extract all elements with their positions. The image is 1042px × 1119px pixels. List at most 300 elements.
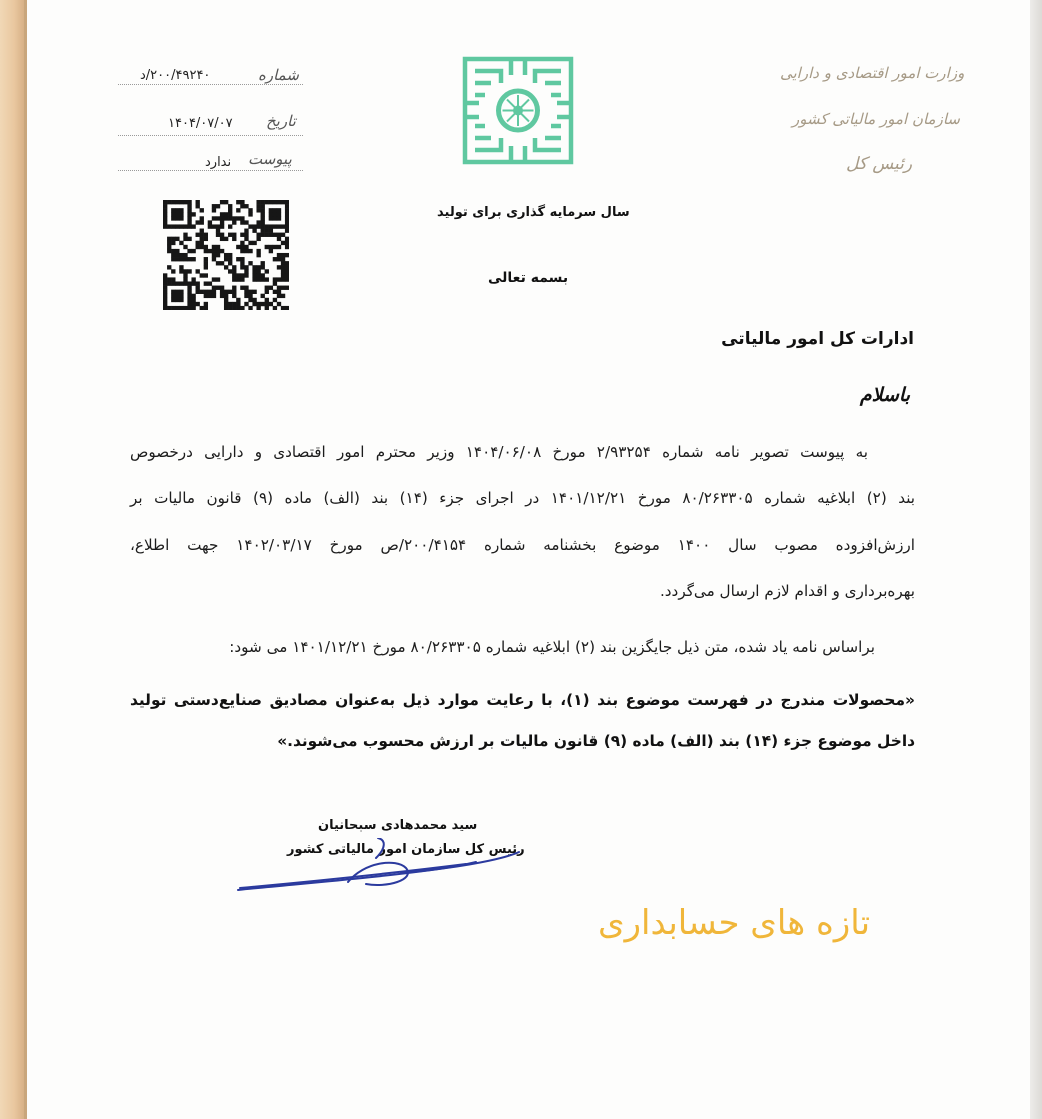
qr-module: [252, 290, 256, 294]
paragraph1-line4: بهره‌برداری و اقدام لازم ارسال می‌گردد.: [659, 582, 915, 600]
qr-module: [269, 233, 273, 237]
qr-module: [265, 245, 269, 249]
qr-module: [183, 253, 187, 257]
qr-module: [191, 281, 195, 285]
qr-module: [265, 286, 269, 290]
qr-module: [175, 200, 179, 204]
qr-module: [273, 281, 277, 285]
qr-module: [167, 245, 171, 249]
qr-module: [256, 253, 260, 257]
qr-module: [261, 265, 265, 269]
qr-module: [269, 212, 273, 216]
qr-module: [232, 233, 236, 237]
qr-module: [196, 269, 200, 273]
qr-module: [175, 257, 179, 261]
qr-module: [248, 224, 252, 228]
qr-module: [236, 216, 240, 220]
qr-module: [232, 277, 236, 281]
qr-module: [212, 253, 216, 257]
qr-module: [179, 224, 183, 228]
qr-module: [208, 281, 212, 285]
qr-module: [236, 273, 240, 277]
qr-module: [175, 216, 179, 220]
qr-module: [236, 302, 240, 306]
qr-module: [220, 261, 224, 265]
qr-module: [179, 306, 183, 310]
qr-module: [216, 261, 220, 265]
qr-module: [163, 281, 167, 285]
qr-module: [167, 249, 171, 253]
qr-module: [163, 294, 167, 298]
qr-module: [216, 224, 220, 228]
qr-module: [183, 237, 187, 241]
qr-module: [273, 298, 277, 302]
qr-module: [232, 286, 236, 290]
qr-module: [277, 224, 281, 228]
qr-module: [187, 281, 191, 285]
qr-module: [285, 204, 289, 208]
qr-module: [269, 200, 273, 204]
qr-module: [191, 249, 195, 253]
qr-module: [163, 273, 167, 277]
qr-module: [265, 298, 269, 302]
qr-module: [224, 212, 228, 216]
qr-module: [183, 269, 187, 273]
qr-module: [285, 245, 289, 249]
qr-module: [200, 233, 204, 237]
qr-module: [252, 265, 256, 269]
qr-module: [163, 277, 167, 281]
qr-module: [171, 257, 175, 261]
qr-module: [187, 306, 191, 310]
qr-module: [224, 306, 228, 310]
qr-module: [179, 290, 183, 294]
qr-module: [269, 208, 273, 212]
qr-module: [196, 241, 200, 245]
qr-module: [256, 204, 260, 208]
qr-module: [232, 269, 236, 273]
qr-module: [187, 204, 191, 208]
qr-code[interactable]: [163, 200, 289, 310]
qr-module: [269, 286, 273, 290]
qr-module: [273, 290, 277, 294]
qr-module: [244, 249, 248, 253]
qr-module: [220, 224, 224, 228]
qr-module: [281, 265, 285, 269]
qr-module: [236, 298, 240, 302]
qr-module: [171, 212, 175, 216]
qr-module: [228, 257, 232, 261]
number-label: شماره: [258, 66, 299, 84]
qr-module: [240, 249, 244, 253]
qr-module: [187, 237, 191, 241]
qr-module: [163, 224, 167, 228]
qr-module: [240, 200, 244, 204]
qr-module: [200, 216, 204, 220]
qr-module: [200, 229, 204, 233]
qr-module: [204, 233, 208, 237]
qr-module: [187, 200, 191, 204]
qr-module: [256, 220, 260, 224]
qr-module: [277, 212, 281, 216]
qr-module: [171, 306, 175, 310]
qr-module: [187, 286, 191, 290]
qr-module: [240, 286, 244, 290]
qr-module: [179, 269, 183, 273]
qr-module: [277, 245, 281, 249]
qr-module: [228, 212, 232, 216]
qr-module: [236, 277, 240, 281]
qr-module: [269, 216, 273, 220]
qr-module: [228, 290, 232, 294]
qr-module: [179, 294, 183, 298]
qr-module: [285, 306, 289, 310]
qr-module: [277, 277, 281, 281]
qr-module: [265, 277, 269, 281]
qr-module: [252, 224, 256, 228]
qr-module: [208, 290, 212, 294]
qr-module: [269, 224, 273, 228]
qr-module: [244, 229, 248, 233]
qr-module: [277, 200, 281, 204]
qr-module: [191, 224, 195, 228]
qr-module: [220, 212, 224, 216]
qr-module: [175, 224, 179, 228]
qr-module: [212, 204, 216, 208]
qr-module: [265, 306, 269, 310]
qr-module: [240, 277, 244, 281]
qr-module: [196, 302, 200, 306]
qr-module: [281, 224, 285, 228]
qr-module: [261, 302, 265, 306]
qr-module: [220, 237, 224, 241]
qr-module: [273, 257, 277, 261]
qr-module: [236, 245, 240, 249]
qr-module: [216, 277, 220, 281]
qr-module: [248, 208, 252, 212]
qr-module: [228, 261, 232, 265]
qr-module: [216, 233, 220, 237]
qr-module: [200, 290, 204, 294]
qr-module: [220, 290, 224, 294]
qr-module: [285, 200, 289, 204]
qr-module: [236, 208, 240, 212]
qr-module: [281, 233, 285, 237]
qr-module: [240, 261, 244, 265]
qr-module: [191, 302, 195, 306]
qr-module: [265, 224, 269, 228]
qr-module: [256, 302, 260, 306]
qr-module: [191, 257, 195, 261]
qr-module: [167, 265, 171, 269]
qr-module: [285, 261, 289, 265]
qr-module: [285, 237, 289, 241]
qr-module: [200, 273, 204, 277]
qr-module: [248, 249, 252, 253]
qr-module: [232, 306, 236, 310]
qr-module: [240, 204, 244, 208]
qr-module: [265, 229, 269, 233]
qr-module: [261, 208, 265, 212]
qr-module: [163, 200, 167, 204]
qr-module: [167, 200, 171, 204]
qr-module: [236, 200, 240, 204]
qr-module: [281, 286, 285, 290]
qr-module: [200, 208, 204, 212]
qr-module: [163, 220, 167, 224]
qr-module: [171, 281, 175, 285]
qr-module: [256, 249, 260, 253]
qr-module: [171, 208, 175, 212]
qr-module: [228, 233, 232, 237]
qr-module: [277, 216, 281, 220]
qr-module: [204, 302, 208, 306]
qr-module: [208, 220, 212, 224]
greeting: باسلام: [859, 384, 910, 406]
signatory-name: سید محمدهادی سبحانیان: [318, 818, 478, 833]
qr-module: [244, 273, 248, 277]
qr-module: [183, 257, 187, 261]
qr-module: [281, 294, 285, 298]
qr-module: [261, 212, 265, 216]
paragraph2: براساس نامه یاد شده، متن ذیل جایگزین بند (۲) ابلاغیه شماره ۸۰/۲۶۳۳۰۵ مورخ ۱۴۰۱/۱۲/۲۱ می شود:: [229, 638, 875, 656]
qr-module: [163, 306, 167, 310]
qr-module: [261, 233, 265, 237]
qr-module: [187, 269, 191, 273]
qr-module: [196, 281, 200, 285]
qr-module: [232, 237, 236, 241]
qr-module: [261, 294, 265, 298]
qr-module: [228, 216, 232, 220]
qr-module: [285, 208, 289, 212]
qr-module: [224, 200, 228, 204]
qr-module: [277, 302, 281, 306]
qr-module: [240, 306, 244, 310]
qr-module: [163, 204, 167, 208]
qr-module: [236, 306, 240, 310]
qr-module: [204, 261, 208, 265]
qr-module: [228, 269, 232, 273]
qr-module: [285, 269, 289, 273]
qr-module: [281, 269, 285, 273]
qr-module: [171, 216, 175, 220]
qr-module: [212, 286, 216, 290]
paragraph1-line3: ارزش‌افزوده مصوب سال ۱۴۰۰ موضوع بخشنامه شماره ۲۰۰/۴۱۵۴/ص مورخ ۱۴۰۲/۰۳/۱۷ جهت اطلاع،: [130, 536, 915, 554]
qr-module: [240, 245, 244, 249]
head-title: رئیس کل: [846, 154, 913, 174]
qr-module: [204, 245, 208, 249]
qr-module: [248, 306, 252, 310]
qr-module: [240, 216, 244, 220]
qr-module: [240, 273, 244, 277]
qr-module: [204, 273, 208, 277]
qr-module: [228, 204, 232, 208]
qr-module: [261, 277, 265, 281]
page-edge-left: [0, 0, 24, 1119]
qr-module: [228, 302, 232, 306]
paragraph1-line2: بند (۲) ابلاغیه شماره ۸۰/۲۶۳۳۰۵ مورخ ۱۴۰۱/۱۲/۲۱ در اجرای جزء (۱۴) بند (الف) ماده (۹) قانون مالیات بر: [130, 489, 916, 507]
qr-module: [220, 220, 224, 224]
qr-module: [200, 220, 204, 224]
qr-module: [244, 237, 248, 241]
qr-module: [256, 277, 260, 281]
handwritten-signature: [236, 838, 526, 898]
qr-module: [252, 277, 256, 281]
qr-module: [232, 273, 236, 277]
qr-module: [175, 281, 179, 285]
qr-module: [273, 216, 277, 220]
qr-module: [179, 253, 183, 257]
page-edge-right: [1028, 0, 1042, 1119]
qr-module: [265, 269, 269, 273]
qr-module: [269, 229, 273, 233]
qr-module: [216, 229, 220, 233]
qr-module: [220, 216, 224, 220]
qr-module: [265, 290, 269, 294]
qr-module: [212, 224, 216, 228]
qr-module: [196, 220, 200, 224]
qr-module: [224, 290, 228, 294]
qr-module: [273, 277, 277, 281]
qr-module: [204, 294, 208, 298]
qr-module: [204, 281, 208, 285]
quote-line2: داخل موضوع جزء (۱۴) بند (الف) ماده (۹) قانون مالیات بر ارزش محسوب می‌شوند.»: [277, 732, 915, 750]
qr-module: [224, 302, 228, 306]
qr-module: [183, 245, 187, 249]
qr-module: [252, 269, 256, 273]
qr-module: [200, 237, 204, 241]
qr-module: [163, 212, 167, 216]
qr-module: [232, 265, 236, 269]
paragraph1-line1: به پیوست تصویر نامه شماره ۲/۹۳۲۵۴ مورخ ۱۴۰۴/۰۶/۰۸ وزیر محترم امور اقتصادی و دارایی درخصوص: [130, 443, 868, 461]
qr-module: [220, 286, 224, 290]
qr-module: [285, 277, 289, 281]
qr-module: [224, 216, 228, 220]
qr-module: [212, 245, 216, 249]
qr-module: [240, 257, 244, 261]
qr-module: [191, 294, 195, 298]
qr-module: [191, 306, 195, 310]
qr-module: [167, 237, 171, 241]
qr-module: [277, 237, 281, 241]
qr-module: [171, 224, 175, 228]
qr-module: [212, 216, 216, 220]
qr-module: [171, 294, 175, 298]
qr-module: [163, 302, 167, 306]
qr-module: [179, 257, 183, 261]
qr-module: [167, 224, 171, 228]
qr-module: [179, 208, 183, 212]
qr-module: [220, 249, 224, 253]
qr-module: [240, 233, 244, 237]
qr-module: [196, 200, 200, 204]
qr-module: [248, 241, 252, 245]
qr-module: [232, 302, 236, 306]
qr-module: [256, 306, 260, 310]
qr-module: [244, 294, 248, 298]
qr-module: [200, 245, 204, 249]
qr-module: [171, 249, 175, 253]
qr-module: [187, 212, 191, 216]
qr-module: [277, 290, 281, 294]
qr-module: [179, 241, 183, 245]
qr-module: [224, 265, 228, 269]
qr-module: [179, 212, 183, 216]
qr-module: [208, 249, 212, 253]
qr-module: [273, 208, 277, 212]
qr-module: [191, 277, 195, 281]
qr-module: [220, 233, 224, 237]
qr-module: [252, 229, 256, 233]
qr-module: [261, 261, 265, 265]
qr-module: [244, 269, 248, 273]
qr-module: [175, 212, 179, 216]
qr-module: [228, 224, 232, 228]
qr-module: [281, 273, 285, 277]
qr-module: [216, 253, 220, 257]
qr-module: [204, 237, 208, 241]
quote-line1: «محصولات مندرج در فهرست موضوع بند (۱)، با رعایت موارد ذیل به‌عنوان مصادیق صنایع‌دستی تولید: [130, 691, 915, 709]
qr-module: [248, 298, 252, 302]
qr-module: [175, 298, 179, 302]
qr-module: [285, 286, 289, 290]
qr-module: [179, 281, 183, 285]
qr-module: [179, 265, 183, 269]
qr-module: [240, 220, 244, 224]
qr-module: [285, 216, 289, 220]
qr-module: [220, 294, 224, 298]
qr-module: [183, 273, 187, 277]
qr-module: [224, 257, 228, 261]
qr-module: [175, 253, 179, 257]
qr-module: [212, 294, 216, 298]
organization-name: سازمان امور مالیاتی کشور: [792, 110, 960, 128]
qr-module: [224, 294, 228, 298]
qr-module: [248, 212, 252, 216]
qr-module: [244, 220, 248, 224]
qr-module: [212, 249, 216, 253]
qr-module: [240, 241, 244, 245]
qr-module: [285, 220, 289, 224]
qr-module: [212, 257, 216, 261]
qr-module: [204, 265, 208, 269]
qr-module: [273, 200, 277, 204]
qr-module: [261, 216, 265, 220]
qr-module: [187, 298, 191, 302]
qr-module: [212, 277, 216, 281]
qr-module: [204, 257, 208, 261]
qr-module: [252, 273, 256, 277]
qr-module: [187, 208, 191, 212]
qr-module: [183, 224, 187, 228]
qr-module: [228, 306, 232, 310]
qr-module: [277, 253, 281, 257]
qr-module: [273, 233, 277, 237]
qr-module: [191, 298, 195, 302]
qr-module: [187, 216, 191, 220]
qr-module: [281, 241, 285, 245]
qr-module: [167, 281, 171, 285]
qr-module: [261, 273, 265, 277]
qr-module: [196, 233, 200, 237]
qr-module: [200, 241, 204, 245]
year-slogan: سال سرمایه گذاری برای تولید: [437, 205, 630, 220]
qr-module: [281, 253, 285, 257]
qr-module: [216, 245, 220, 249]
qr-module: [277, 265, 281, 269]
qr-module: [256, 233, 260, 237]
qr-module: [232, 220, 236, 224]
